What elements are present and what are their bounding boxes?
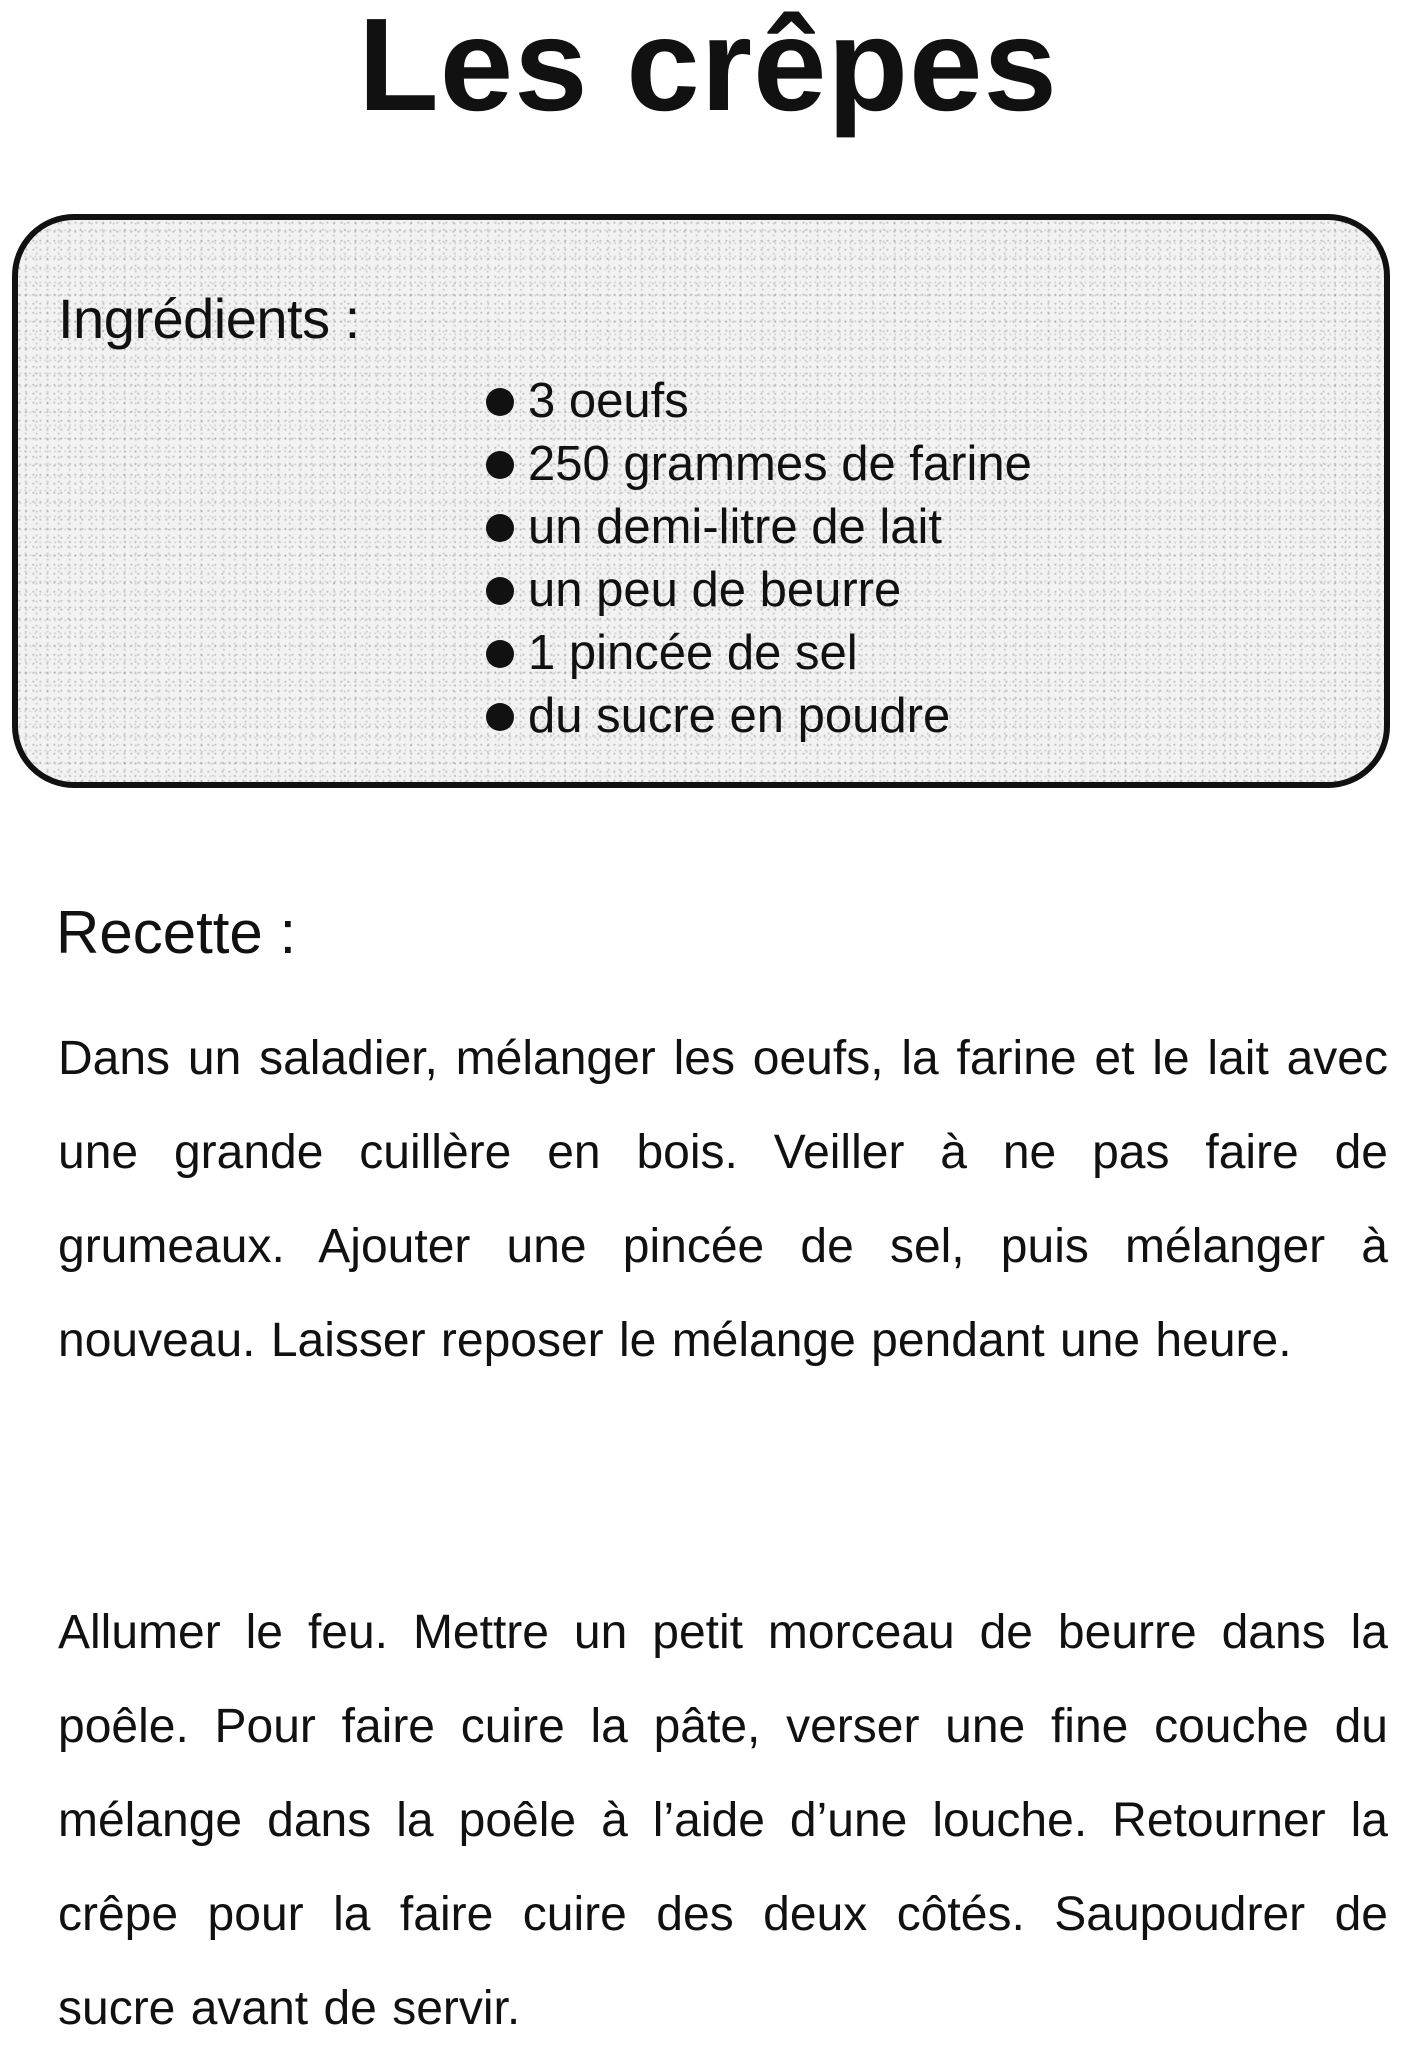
ingredient-item <box>486 370 1032 433</box>
bullet-icon <box>486 640 514 668</box>
recipe-paragraph-preparation: Dans un saladier, mélanger les oeufs, la farine et le lait avec une grande cuillère en bois. Veiller à ne pas faire de grumeaux. Ajouter une pincée de sel, puis mélanger à nouveau. Laisser reposer le mélange pendant une heure. <box>58 1032 1388 1367</box>
ingredient-text: 1 pincée de sel <box>528 626 858 680</box>
bullet-icon <box>486 388 514 416</box>
ingredient-list <box>486 370 1032 748</box>
ingredient-text: du sucre en poudre <box>528 689 951 743</box>
recipe-paragraph-cooking: Allumer le feu. Mettre un petit morceau de beurre dans la poêle. Pour faire cuire la pâte, verser une fine couche du mélange dans la poêle à l’aide d’une louche. Retourner la crêpe pour la faire cuire des deux côtés. Saupoudrer de sucre avant de servir. <box>58 1606 1388 2035</box>
bullet-icon <box>486 577 514 605</box>
bullet-icon <box>486 703 514 731</box>
bullet-icon <box>486 451 514 479</box>
ingredient-text: 3 oeufs <box>528 374 689 428</box>
ingredient-item <box>486 685 1032 748</box>
ingredient-text: un demi-litre de lait <box>528 500 942 554</box>
ingredient-item <box>486 496 1032 559</box>
page-title: Les crêpes <box>358 0 1058 138</box>
bullet-icon <box>486 514 514 542</box>
ingredient-item <box>486 433 1032 496</box>
ingredients-box <box>12 214 1390 788</box>
ingredient-item <box>486 622 1032 685</box>
ingredient-text: 250 grammes de farine <box>528 437 1032 491</box>
ingredients-heading: Ingrédients : <box>58 287 360 350</box>
ingredient-text: un peu de beurre <box>528 563 902 617</box>
recipe-heading: Recette : <box>56 899 297 966</box>
ingredient-item <box>486 559 1032 622</box>
